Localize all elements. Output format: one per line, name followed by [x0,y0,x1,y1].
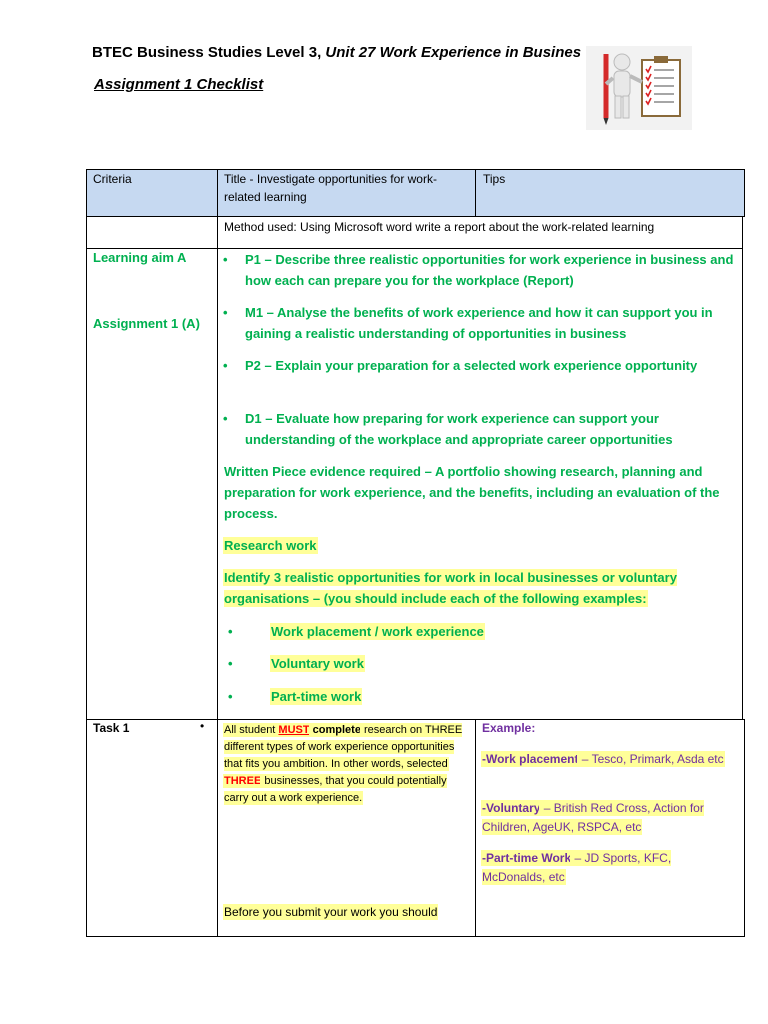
example-part-time: Part-time work [271,689,362,704]
example-item-work-placement: -Work placement – Tesco, Primark, Asda etc [482,752,724,766]
task-1-label: Task 1 [93,721,130,735]
identify-opportunities-text: Identify 3 realistic opportunities for work in local businesses or voluntary organisations – (you should include each of the following examples: [224,570,677,606]
criteria-item-d1: • D1 – Evaluate how preparing for work experience can support your understanding of the workplace and appropriate career opportunities [223,411,673,447]
title-unit: Unit 27 Work Experience in Busines [325,44,582,61]
tips-header: Tips [483,172,506,186]
method-used: Method used: Using Microsoft word write a report about the work-related learning [224,220,655,234]
bullet-work-placement: • [228,624,233,639]
example-item-part-time: -Part-time Work – JD Sports, KFC, McDonalds, etc [482,851,672,884]
criteria-item-p1: • P1 – Describe three realistic opportunities for work experience in business and how each can prepare you for the workplace (Report) [223,252,734,288]
person-with-pencil-and-checklist-icon [586,46,692,130]
example-work-placement: Work placement / work experience [271,624,484,639]
learning-aim-label: Learning aim A [93,250,187,265]
task-1-instructions: All student MUST complete research on THREE different types of work experience opportunities that fits you ambition. In other words, selected THREE businesses, that you could potentially carry out a work experience. [224,724,463,804]
example-item-voluntary: -Voluntary – British Red Cross, Action for Children, AgeUK, RSPCA, etc [482,801,704,834]
assignment-label: Assignment 1 (A) [93,316,200,331]
criteria-header: Criteria [93,172,132,186]
task-1-bullet: • [200,719,205,733]
bullet-voluntary: • [228,656,233,671]
example-voluntary: Voluntary work [271,656,364,671]
criteria-item-p2: • P2 – Explain your preparation for a selected work experience opportunity [223,358,698,373]
evidence-required: Written Piece evidence required – A portfolio showing research, planning and preparation for work experience, and the benefits, including an evaluation of the process. [224,464,720,521]
document-title [92,44,586,61]
title-prefix: BTEC Business Studies Level 3, [92,44,326,61]
example-heading: Example: [482,721,536,735]
document-subtitle: Assignment 1 Checklist [94,76,264,93]
criteria-item-m1: • M1 – Analyse the benefits of work experience and how it can support you in gaining a realistic understanding of opportunities in business [223,305,713,341]
before-submit-text: Before you submit your work you should [224,905,438,919]
title-header: Title - Investigate opportunities for work-related learning [224,172,437,204]
bullet-part-time: • [228,689,233,704]
research-work-heading: Research work [224,538,317,553]
